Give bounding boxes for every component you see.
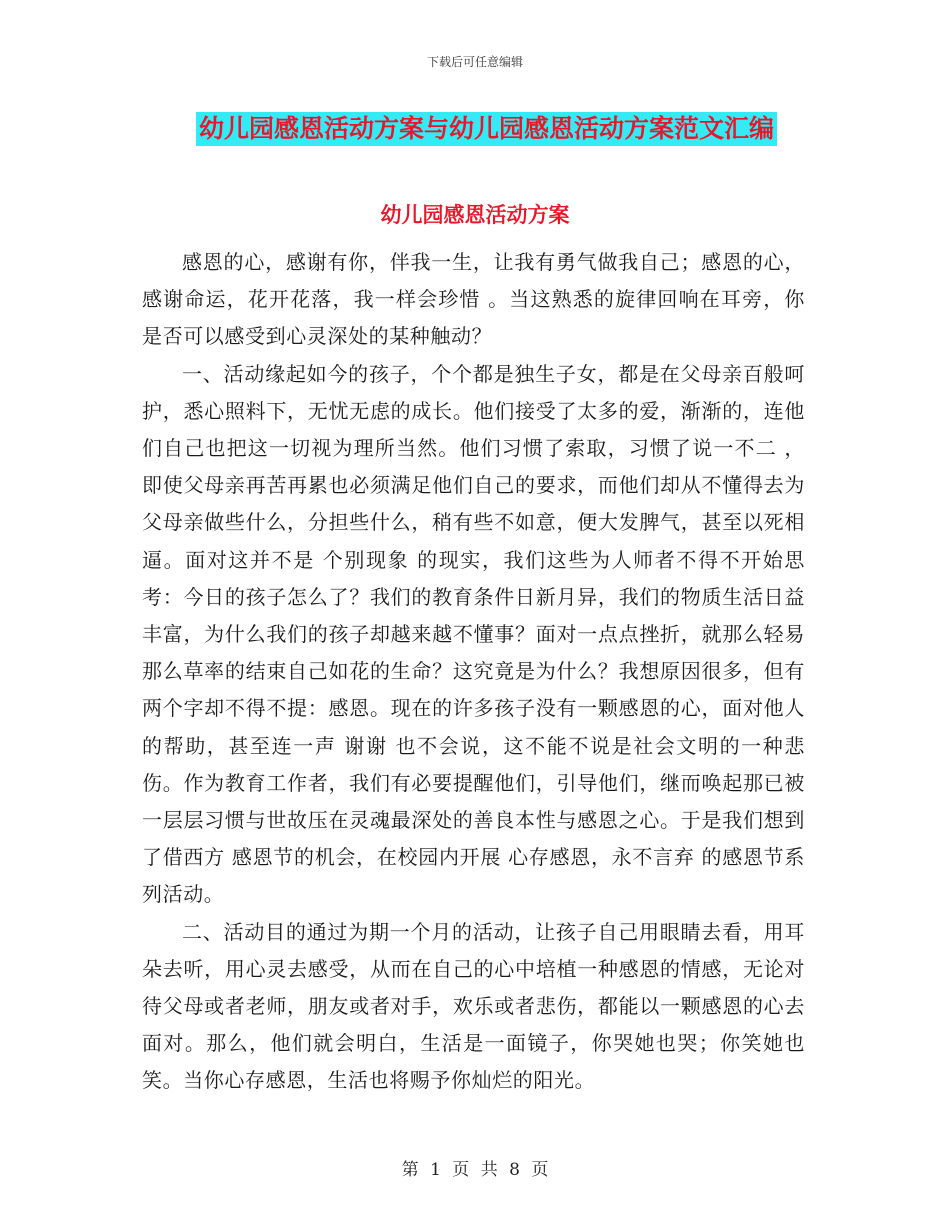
- document-title: 幼儿园感恩活动方案与幼儿园感恩活动方案范文汇编: [196, 112, 777, 146]
- page-footer: 第 1 页 共 8 页: [401, 1160, 549, 1180]
- section-title: 幼儿园感恩活动方案: [380, 203, 570, 227]
- header-note: 下载后可任意编辑: [426, 55, 523, 69]
- body-text: [142, 244, 805, 1100]
- paragraph-activity-origin: 一、活动缘起如今的孩子，个个都是独生子女，都是在父母亲百般呵护，悉心照料下，无忧无虑的成长。他们接受了太多的爱，渐渐的，连他们自己也把这一切视为理所当然。他们习惯了索取，习惯了说一不二 ，即使父母亲再苦再累也必须满足他们自己的要求，而他们却从不懂得去为父母亲做些什么，分担些什么，稍有些不如意，便大发脾气，甚至以死相逼。面对这并不是 个别现象 的现实，我们这些为人师者不得不开始思考：今日的孩子怎么了？我们的教育条件日新月异，我们的物质生活日益丰富，为什么我们的孩子却越来越不懂事？面对一点点挫折，就那么轻易那么草率的结束自己如花的生命？这究竟是为什么？我想原因很多，但有两个字却不得不提：感恩。现在的许多孩子没有一颗感恩的心，面对他人的帮助，甚至连一声 谢谢 也不会说，这不能不说是社会文明的一种悲伤。作为教育工作者，我们有必要提醒他们，引导他们，继而唤起那已被一层层习惯与世故压在灵魂最深处的善良本性与感恩之心。于是我们想到了借西方 感恩节的机会，在校园内开展 心存感恩，永不言弃 的感恩节系列活动。: [142, 361, 805, 907]
- paragraph-intro: 感恩的心，感谢有你，伴我一生，让我有勇气做我自己；感恩的心，感谢命运，花开花落，我一样会珍惜 。当这熟悉的旋律回响在耳旁，你是否可以感受到心灵深处的某种触动？: [142, 250, 805, 349]
- paragraph-activity-purpose: 二、活动目的通过为期一个月的活动，让孩子自己用眼睛去看，用耳朵去听，用心灵去感受，从而在自己的心中培植一种感恩的情感，无论对待父母或者老师，朋友或者对手，欢乐或者悲伤，都能以一颗感恩的心去面对。那么，他们就会明白，生活是一面镜子，你哭她也哭；你笑她也笑。当你心存感恩，生活也将赐予你灿烂的阳光。: [142, 919, 805, 1093]
